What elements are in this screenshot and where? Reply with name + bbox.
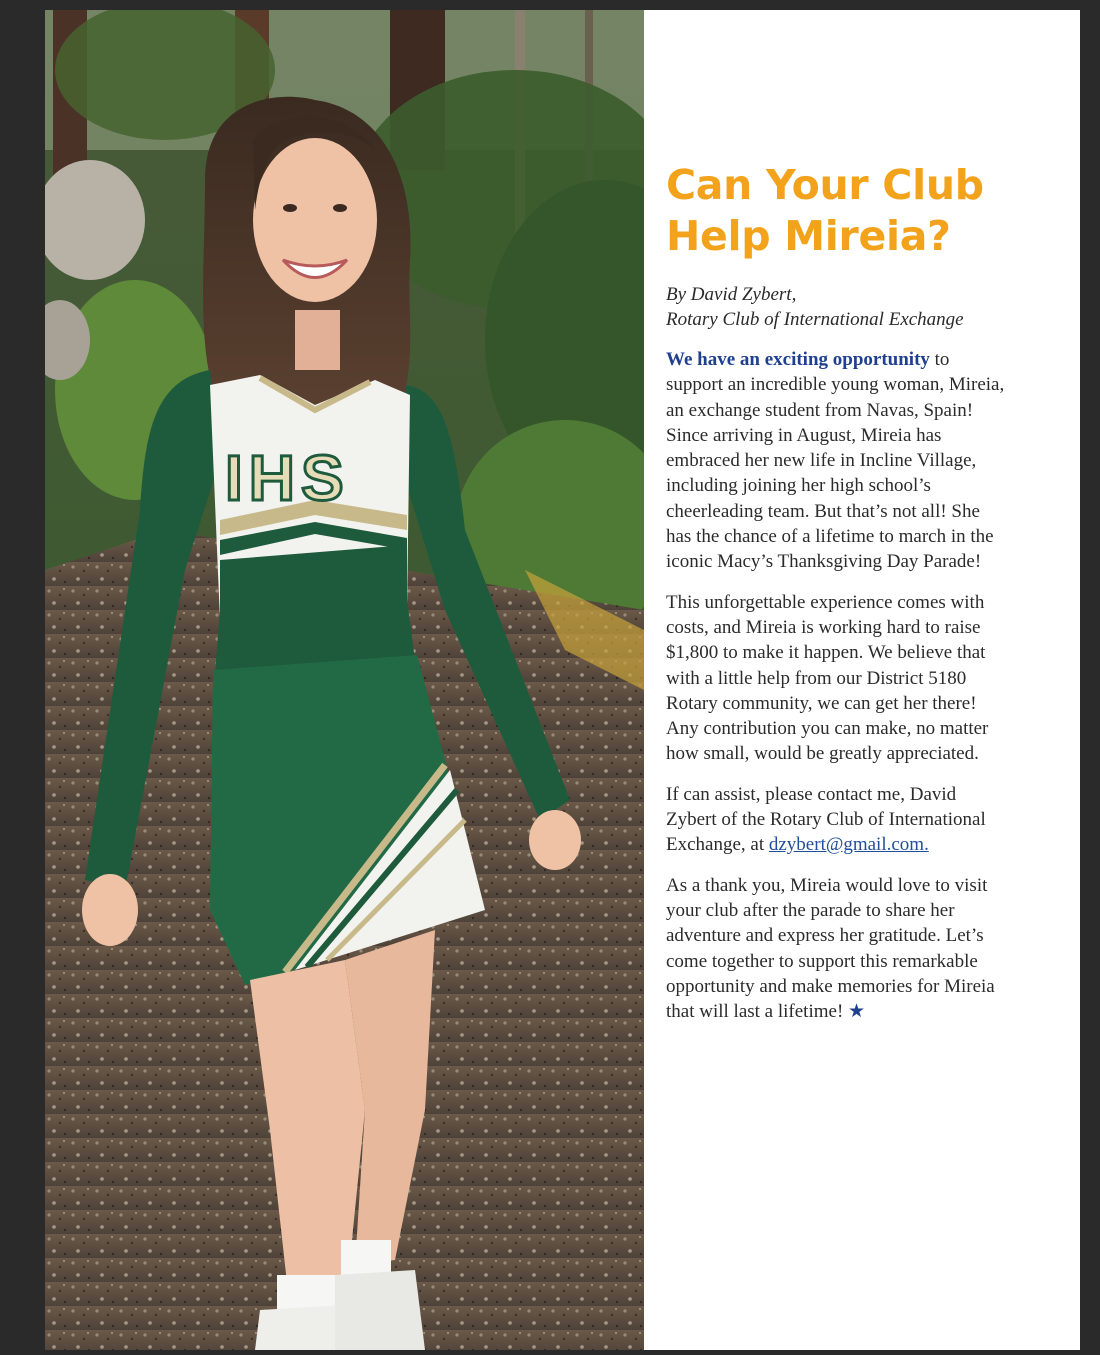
byline-author: By David Zybert,	[666, 284, 797, 305]
headline-line-1: Can Your Club	[666, 161, 984, 209]
contact-text: If can assist, please contact me, David Zybert of the Rotary Club of International Exchange, at	[666, 783, 986, 856]
email-link[interactable]: dzybert@gmail.com.	[768, 834, 929, 856]
star-icon: ★	[848, 1001, 866, 1023]
paragraph-thanks	[666, 873, 1006, 1025]
intro-body-text: to support an incredible young woman, Mireia, an exchange student from Navas, Spain! Since arriving in August, Mireia has embraced her new life in Incline Village, including joining her high school’s cheerleading team. But that’s not all! She has the chance of a lifetime to march in the iconic Macy’s Thanksgiving Day Parade!	[666, 349, 1005, 573]
article-headline	[666, 160, 1006, 262]
thanks-text: As a thank you, Mireia would love to visit your club after the parade to share her adventure and express her gratitude. Let’s come together to support this remarkable opportunity and make memories for Mireia that will last a lifetime!	[666, 874, 995, 1023]
headline-line-2: Help Mireia?	[666, 212, 951, 260]
magazine-page	[45, 10, 1080, 1350]
paragraph-costs: This unforgettable experience comes with costs, and Mireia is working hard to raise $1,800 to make it happen. We believe that with a little help from our District 5180 Rotary community, we can get her there! Any contribution you can make, no matter how small, would be greatly appreciated.	[666, 591, 989, 765]
byline	[666, 282, 1006, 332]
uniform-letters: IHS	[225, 442, 350, 514]
paragraph-intro	[666, 347, 1006, 575]
byline-club: Rotary Club of International Exchange	[666, 309, 964, 330]
cheerleader-photo	[45, 10, 644, 1350]
intro-lead-text: We have an exciting opportunity	[666, 349, 930, 370]
article-text-column	[666, 160, 1006, 1039]
paragraph-contact	[666, 782, 1006, 858]
